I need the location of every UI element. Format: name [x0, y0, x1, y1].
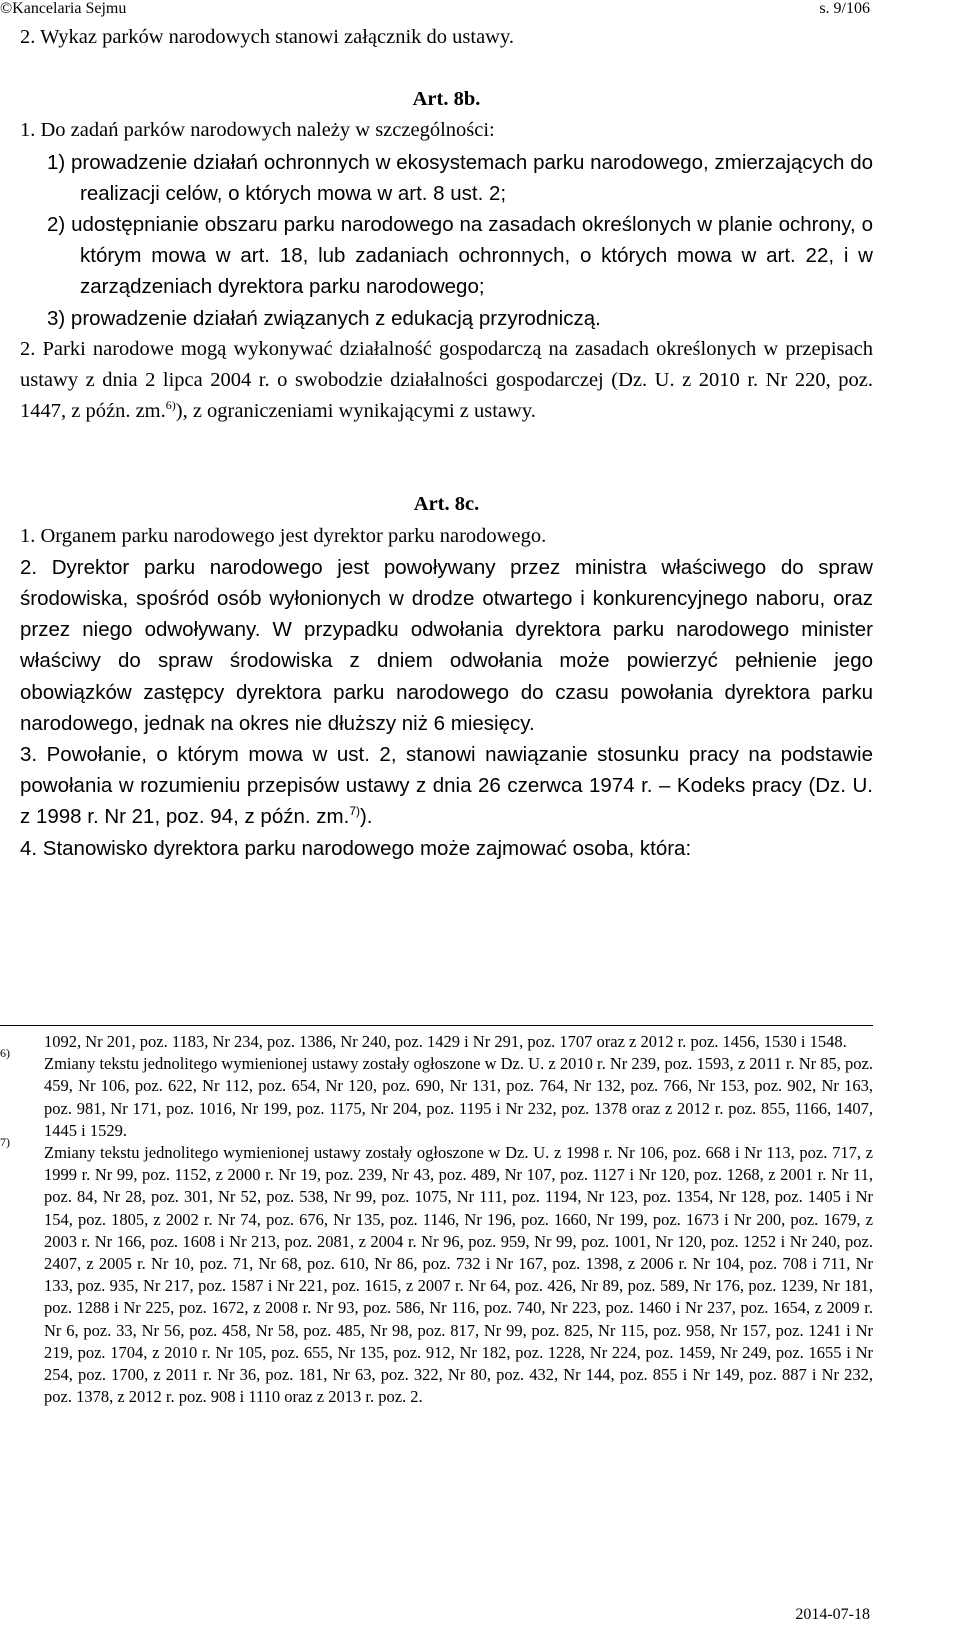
article-heading-8c: Art. 8c.: [413, 493, 480, 516]
paragraph-8b-2: [20, 334, 873, 428]
article-heading-8b: Art. 8b.: [412, 88, 481, 111]
list-item-8b-2: 2) udostępnianie obszaru parku narodowego na zasadach określonych w planie ochrony, o którym mowa w art. 18, lub zadaniach ochronnych, o których mowa w art. 22, i w zarządzeniach dyrektora parku narodowego;: [47, 213, 873, 299]
footnote-ref-6: 6): [165, 398, 176, 413]
list-item-8b-3: 3) prowadzenie działań związanych z edukacją przyrodniczą.: [47, 306, 601, 330]
footnote-7: [0, 1135, 873, 1408]
main-text: [20, 22, 873, 864]
paragraph-8c-4: 4. Stanowisko dyrektora parku narodowego może zajmować osoba, która:: [20, 836, 692, 860]
footnotes: [0, 1031, 873, 1408]
paragraph-8c-3-end: ).: [359, 805, 373, 829]
list-item-8b-1: 1) prowadzenie działań ochronnych w ekosystemach parku narodowego, zmierzających do realizacji celów, o których mowa w art. 8 ust. 2;: [47, 150, 873, 205]
spacer: [20, 53, 873, 84]
paragraph-intro: 2. Wykaz parków narodowych stanowi załącznik do ustawy.: [20, 26, 515, 48]
spacer: [20, 427, 873, 489]
paragraph-8c-2: 2. Dyrektor parku narodowego jest powoływany przez ministra właściwego do spraw środowiska, spośród osób wyłonionych w drodze otwartego i konkurencyjnego naboru, oraz przez niego odwoływany. W przypadku odwołania dyrektora parku narodowego minister właściwy do spraw środowiska z dniem odwołania może powierzyć pełnienie jego obowiązków zastępcy dyrektora parku narodowego do czasu powołania dyrektora parku narodowego, jednak na okres nie dłuższy niż 6 miesięcy.: [20, 555, 873, 735]
footnote-continuation: 1092, Nr 201, poz. 1183, Nr 234, poz. 1386, Nr 240, poz. 1429 i Nr 291, poz. 1707 oraz z 2012 r. poz. 1456, 1530 i 1548.: [44, 1032, 847, 1051]
page-number: s. 9/106: [819, 0, 870, 17]
paragraph-8b-2-end: ), z ograniczeniami wynikającymi z ustawy.: [175, 400, 536, 423]
footnote-7-text: Zmiany tekstu jednolitego wymienionej ustawy zostały ogłoszone w Dz. U. z 1998 r. Nr 106, poz. 668 i Nr 113, poz. 717, z 1999 r. Nr 99, poz. 1152, z 2000 r. Nr 19, poz. 239, Nr 43, poz. 489, Nr 107, poz. 1127 i Nr 120, poz. 1268, z 2001 r. Nr 11, poz. 84, Nr 28, poz. 301, Nr 52, poz. 538, Nr 99, poz. 1075, Nr 111, poz. 1194, Nr 123, poz. 1354, Nr 128, poz. 1405 i Nr 154, poz. 1805, z 2002 r. Nr 74, poz. 676, Nr 135, poz. 1146, Nr 196, poz. 1660, Nr 199, poz. 1673 i Nr 200, poz. 1679, z 2003 r. Nr 166, poz. 1608 i Nr 213, poz. 2081, z 2004 r. Nr 96, poz. 959, Nr 99, poz. 1001, Nr 120, poz. 1252 i Nr 240, poz. 2407, z 2005 r. Nr 10, poz. 71, Nr 68, poz. 610, Nr 86, poz. 732 i Nr 167, poz. 1398, z 2006 r. Nr 104, poz. 708 i 711, Nr 133, poz. 935, Nr 217, poz. 1587 i Nr 221, poz. 1615, z 2007 r. Nr 64, poz. 426, Nr 89, poz. 589, Nr 176, poz. 1239, Nr 181, poz. 1288 i Nr 225, poz. 1672, z 2008 r. Nr 93, poz. 586, Nr 116, poz. 740, Nr 223, poz. 1460 i Nr 237, poz. 1654, z 2009 r. Nr 6, poz. 33, Nr 56, poz. 458, Nr 58, poz. 485, Nr 98, poz. 817, Nr 99, poz. 825, Nr 115, poz. 958, Nr 157, poz. 1241 i Nr 219, poz. 1704, z 2010 r. Nr 105, poz. 655, Nr 135, poz. 912, Nr 182, poz. 1228, Nr 224, poz. 1459, Nr 249, poz. 1655 i Nr 254, poz. 1700, z 2011 r. Nr 36, poz. 181, Nr 63, poz. 322, Nr 80, poz. 432, Nr 144, poz. 855 i Nr 149, poz. 887 i Nr 232, poz. 1378, z 2012 r. poz. 908 i 1110 oraz z 2013 r. poz. 2.: [44, 1143, 873, 1407]
paragraph-8b-1: 1. Do zadań parków narodowych należy w szczególności:: [20, 119, 495, 142]
paragraph-8b-2-text: 2. Parki narodowe mogą wykonywać działalność gospodarczą na zasadach określonych w przepisach ustawy z dnia 2 lipca 2004 r. o swobodzie działalności gospodarczej (Dz. U. z 2010 r. Nr 220, poz. 1447, z późn. zm.: [20, 337, 873, 423]
footnote-6-text: Zmiany tekstu jednolitego wymienionej ustawy zostały ogłoszone w Dz. U. z 2010 r. Nr 239, poz. 1593, z 2011 r. Nr 85, poz. 459, Nr 106, poz. 622, Nr 112, poz. 654, Nr 120, poz. 690, Nr 131, poz. 764, Nr 132, poz. 766, Nr 153, poz. 902, Nr 163, poz. 981, Nr 171, poz. 1016, Nr 199, poz. 1175, Nr 204, poz. 1195 i Nr 232, poz. 1378 oraz z 2012 r. poz. 855, 1166, 1407, 1445 i 1529.: [44, 1054, 873, 1140]
footnote-6: [0, 1046, 873, 1142]
paragraph-8c-3-text: 3. Powołanie, o którym mowa w ust. 2, stanowi nawiązanie stosunku pracy na podstawie powołania w rozumieniu przepisów ustawy z dnia 26 czerwca 1974 r. – Kodeks pracy (Dz. U. z 1998 r. Nr 21, poz. 94, z późn. zm.: [20, 743, 873, 829]
footnote-6-mark: 6): [0, 1046, 10, 1061]
paragraph-8c-1: 1. Organem parku narodowego jest dyrektor parku narodowego.: [20, 524, 547, 547]
header-source: ©Kancelaria Sejmu: [0, 0, 127, 17]
footnote-separator: [0, 1025, 873, 1026]
footnote-ref-7: 7): [349, 804, 360, 819]
footnote-7-mark: 7): [0, 1135, 10, 1150]
footer-date: 2014-07-18: [795, 1606, 870, 1623]
paragraph-8c-3: [20, 739, 873, 833]
